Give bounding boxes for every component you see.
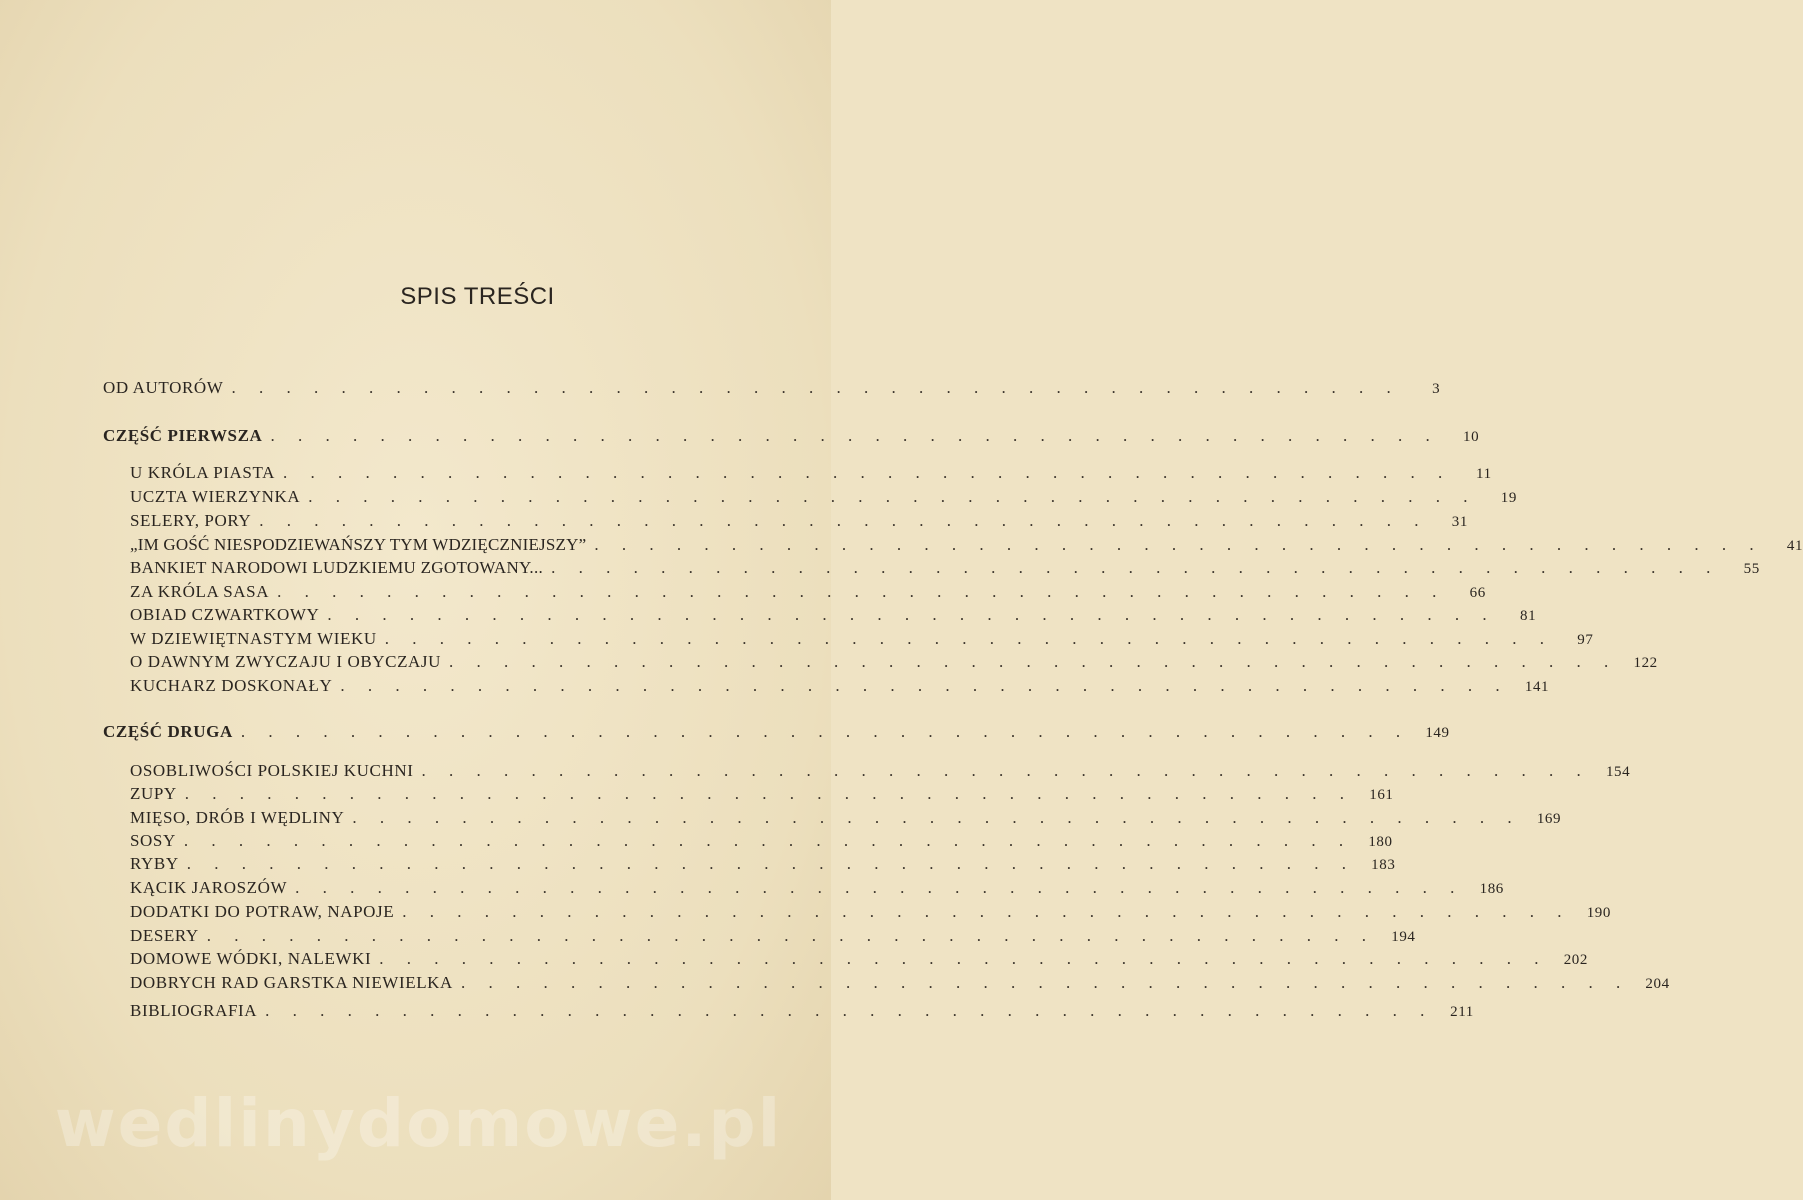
- toc-entry[interactable]: [130, 831, 1393, 855]
- toc-entry[interactable]: [130, 878, 1504, 902]
- toc-page-number: 202: [1563, 952, 1589, 968]
- toc-page-number: 41: [1786, 538, 1803, 554]
- dot-leader: . . . . . . . . . . . . . . . . . . . . . . . . . . . . . . . . . . . . . . . . . . .: [282, 463, 1452, 482]
- toc-entry-label: OD AUTORÓW: [103, 378, 224, 397]
- toc-page-number: 183: [1371, 857, 1396, 873]
- toc-entry-label: MIĘSO, DRÓB I WĘDLINY: [130, 808, 345, 827]
- toc-entry-label: ZA KRÓLA SASA: [130, 582, 270, 601]
- toc-entry[interactable]: [130, 463, 1492, 487]
- toc-page-number: 211: [1450, 1004, 1474, 1020]
- toc-entry-bibliography[interactable]: [130, 1001, 1474, 1025]
- toc-page-number: 204: [1645, 976, 1670, 992]
- toc-entry-label: BANKIET NARODOWI LUDZKIEMU ZGOTOWANY...: [130, 558, 544, 577]
- toc-entry-label: UCZTA WIERZYNKA: [130, 487, 301, 506]
- dot-leader: . . . . . . . . . . . . . . . . . . . . . . . . . . . . . . . . . . . . . . . . . . .: [460, 973, 1630, 992]
- dot-leader: . . . . . . . . . . . . . . . . . . . . . . . . . . . . . . . . . . . . . . . . . . .: [308, 487, 1477, 506]
- dot-leader: . . . . . . . . . . . . . . . . . . . . . . . . . . . . . . . . . . . . . . . . . . .: [327, 605, 1497, 624]
- toc-entry-label: RYBY: [130, 854, 179, 873]
- toc-entry-label: OSOBLIWOŚCI POLSKIEJ KUCHNI: [130, 761, 414, 780]
- dot-leader: . . . . . . . . . . . . . . . . . . . . . . . . . . . . . . . . . . . . . . . . . . .: [379, 949, 1549, 968]
- toc-entry[interactable]: [130, 558, 1760, 582]
- toc-entry-label: BIBLIOGRAFIA: [130, 1001, 258, 1020]
- toc-entry[interactable]: [130, 784, 1394, 808]
- toc-page-number: 3: [1432, 381, 1441, 397]
- toc-section-part2[interactable]: [103, 722, 1450, 746]
- toc-page-number: 194: [1391, 929, 1416, 945]
- toc-entry-label: DODATKI DO POTRAW, NAPOJE: [130, 902, 395, 921]
- toc-entry[interactable]: [130, 676, 1550, 700]
- toc-page-number: 186: [1479, 881, 1504, 897]
- toc-entry-label: O DAWNYM ZWYCZAJU I OBYCZAJU: [130, 652, 442, 671]
- toc-entry-label: OBIAD CZWARTKOWY: [130, 605, 320, 624]
- toc-page-number: 55: [1743, 561, 1760, 577]
- toc-entry-label: DOMOWE WÓDKI, NALEWKI: [130, 949, 372, 968]
- toc-page-number: 190: [1586, 905, 1611, 921]
- dot-leader: . . . . . . . . . . . . . . . . . . . . . . . . . . . . . . . . . . . . . . . . . . .: [259, 511, 1428, 530]
- toc-entry-label: U KRÓLA PIASTA: [130, 463, 275, 482]
- toc-entry-label: KUCHARZ DOSKONAŁY: [130, 676, 333, 695]
- dot-leader: . . . . . . . . . . . . . . . . . . . . . . . . . . . . . . . . . . . . . . . . . . .: [551, 558, 1720, 577]
- toc-entry-intro[interactable]: [103, 378, 1441, 402]
- toc-entry-label: SOSY: [130, 831, 176, 850]
- toc-page-number: 141: [1524, 679, 1550, 695]
- toc-entry[interactable]: [130, 582, 1486, 606]
- dot-leader: . . . . . . . . . . . . . . . . . . . . . . . . . . . . . . . . . . . . . . . . . . .: [270, 426, 1440, 445]
- dot-leader: . . . . . . . . . . . . . . . . . . . . . . . . . . . . . . . . . . . . . . . . . . .: [206, 926, 1376, 945]
- toc-page-number: 81: [1519, 608, 1537, 624]
- toc-page-number: 19: [1500, 490, 1517, 506]
- dot-leader: . . . . . . . . . . . . . . . . . . . . . . . . . . . . . . . . . . . . . . . . . . .: [184, 784, 1354, 803]
- toc-entry[interactable]: [130, 761, 1631, 785]
- toc-entry[interactable]: [130, 949, 1589, 973]
- toc-entry[interactable]: [130, 487, 1517, 511]
- toc-entry[interactable]: [130, 902, 1611, 926]
- toc-entry-label: DESERY: [130, 926, 199, 945]
- toc-entry[interactable]: [130, 605, 1537, 629]
- toc-page-number: 66: [1469, 585, 1486, 601]
- toc-entry-label: ZUPY: [130, 784, 177, 803]
- toc-page-number: 10: [1462, 429, 1480, 445]
- toc-section-label: CZĘŚĆ DRUGA: [103, 722, 233, 741]
- toc-entry[interactable]: [130, 854, 1396, 878]
- toc-section-label: CZĘŚĆ PIERWSZA: [103, 426, 263, 445]
- toc-entry[interactable]: [130, 926, 1416, 950]
- toc-entry[interactable]: [130, 808, 1562, 832]
- dot-leader: . . . . . . . . . . . . . . . . . . . . . . . . . . . . . . . . . . . . . . . . . . .: [340, 676, 1510, 695]
- toc-page-number: 97: [1577, 632, 1594, 648]
- toc-page-number: 11: [1476, 466, 1492, 482]
- toc-page-number: 154: [1605, 764, 1631, 780]
- toc-page-number: 122: [1633, 655, 1658, 671]
- dot-leader: . . . . . . . . . . . . . . . . . . . . . . . . . . . . . . . . . . . . . . . . . . .: [183, 831, 1353, 850]
- toc-entry-label: W DZIEWIĘTNASTYM WIEKU: [130, 629, 377, 648]
- toc-page-number: 149: [1425, 725, 1450, 741]
- dot-leader: . . . . . . . . . . . . . . . . . . . . . . . . . . . . . . . . . . . . . . . . . . .: [352, 808, 1522, 827]
- dot-leader: . . . . . . . . . . . . . . . . . . . . . . . . . . . . . . . . . . . . . . . . . . .: [449, 652, 1618, 671]
- toc-page-number: 31: [1451, 514, 1468, 530]
- dot-leader: . . . . . . . . . . . . . . . . . . . . . . . . . . . . . . . . . . . . . . . . . . .: [265, 1001, 1434, 1020]
- toc-entry-label: DOBRYCH RAD GARSTKA NIEWIELKA: [130, 973, 453, 992]
- dot-leader: . . . . . . . . . . . . . . . . . . . . . . . . . . . . . . . . . . . . . . . . . . .: [186, 854, 1356, 873]
- toc-entry[interactable]: [130, 652, 1658, 676]
- toc-entry-label: KĄCIK JAROSZÓW: [130, 878, 288, 897]
- toc-entry[interactable]: [130, 535, 1803, 559]
- toc-entry-label: „IM GOŚĆ NIESPODZIEWAŃSZY TYM WDZIĘCZNIEJSZY”: [130, 535, 587, 554]
- toc-page-number: 169: [1536, 811, 1562, 827]
- toc-entry[interactable]: [130, 629, 1594, 653]
- toc-entry-label: SELERY, PORY: [130, 511, 252, 530]
- toc-section-part1[interactable]: [103, 426, 1480, 450]
- watermark: wedlinydomowe.pl: [54, 1085, 783, 1162]
- toc-page-number: 180: [1368, 834, 1393, 850]
- toc-page-number: 161: [1369, 787, 1394, 803]
- dot-leader: . . . . . . . . . . . . . . . . . . . . . . . . . . . . . . . . . . . . . . . . . . .: [231, 378, 1401, 397]
- page-title: SPIS TREŚCI: [400, 283, 555, 310]
- dot-leader: . . . . . . . . . . . . . . . . . . . . . . . . . . . . . . . . . . . . . . . . . . .: [240, 722, 1410, 741]
- toc-entry[interactable]: [130, 511, 1468, 535]
- dot-leader: . . . . . . . . . . . . . . . . . . . . . . . . . . . . . . . . . . . . . . . . . . .: [594, 535, 1764, 554]
- dot-leader: . . . . . . . . . . . . . . . . . . . . . . . . . . . . . . . . . . . . . . . . . . .: [295, 878, 1464, 897]
- dot-leader: . . . . . . . . . . . . . . . . . . . . . . . . . . . . . . . . . . . . . . . . . . .: [277, 582, 1446, 601]
- dot-leader: . . . . . . . . . . . . . . . . . . . . . . . . . . . . . . . . . . . . . . . . . . .: [384, 629, 1554, 648]
- toc-entry[interactable]: [130, 973, 1670, 997]
- dot-leader: . . . . . . . . . . . . . . . . . . . . . . . . . . . . . . . . . . . . . . . . . . .: [421, 761, 1591, 780]
- dot-leader: . . . . . . . . . . . . . . . . . . . . . . . . . . . . . . . . . . . . . . . . . . .: [402, 902, 1571, 921]
